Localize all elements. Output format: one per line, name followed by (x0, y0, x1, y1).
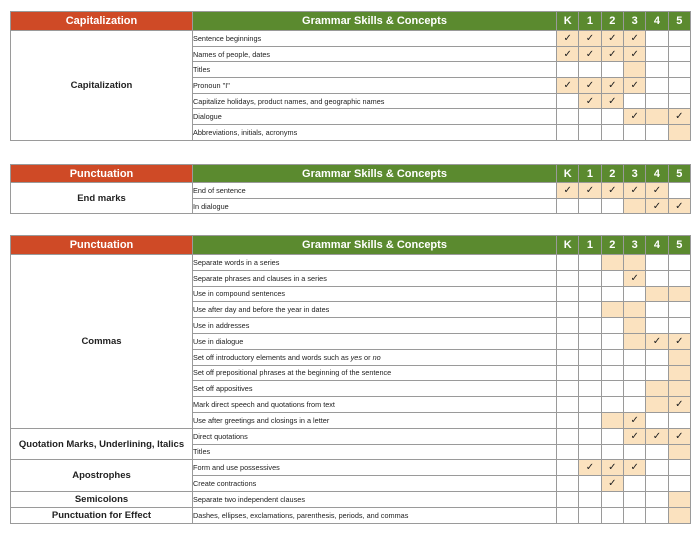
grade-header: 4 (646, 165, 668, 183)
grade-cell (646, 476, 668, 492)
grade-cell (646, 349, 668, 365)
grade-cell (668, 302, 690, 318)
grade-cell (668, 255, 690, 271)
grade-cell (557, 198, 579, 214)
grade-cell (557, 62, 579, 78)
grade-cell (579, 302, 601, 318)
check-icon: ✓ (652, 430, 662, 442)
skills-header: Grammar Skills & Concepts (193, 12, 557, 31)
table-row (11, 460, 691, 476)
grade-cell (601, 333, 623, 349)
skill-cell: Set off appositives (193, 381, 557, 397)
table-row (11, 183, 691, 199)
table-header-row (11, 12, 691, 31)
grade-cell (601, 198, 623, 214)
skill-cell: Separate phrases and clauses in a series (193, 270, 557, 286)
grade-check (623, 270, 645, 286)
grade-cell (601, 286, 623, 302)
grade-check (646, 183, 668, 199)
grade-cell (579, 397, 601, 413)
grade-cell (557, 93, 579, 109)
table-row (11, 255, 691, 271)
grade-cell (579, 507, 601, 523)
grade-introduced (601, 302, 623, 318)
category-header: Punctuation (11, 236, 193, 255)
grade-cell (557, 444, 579, 460)
grade-header: 2 (601, 165, 623, 183)
grade-introduced (668, 507, 690, 523)
grade-cell (668, 62, 690, 78)
grade-check (646, 198, 668, 214)
grade-check (579, 31, 601, 47)
group-label: Capitalization (11, 31, 193, 141)
grade-cell (668, 46, 690, 62)
table-row (11, 491, 691, 507)
grade-introduced (623, 333, 645, 349)
grade-cell (623, 476, 645, 492)
grade-cell (601, 397, 623, 413)
grade-cell (601, 365, 623, 381)
grade-cell (579, 333, 601, 349)
check-icon: ✓ (675, 399, 684, 411)
grade-cell (601, 444, 623, 460)
skill-cell: Titles (193, 444, 557, 460)
grade-check (623, 78, 645, 94)
grade-cell (623, 444, 645, 460)
skill-cell: Dashes, ellipses, exclamations, parenthesis, periods, and commas (193, 507, 557, 523)
grade-check (579, 78, 601, 94)
grade-cell (557, 109, 579, 125)
grade-check (668, 198, 690, 214)
grade-cell (668, 78, 690, 94)
skill-cell: Create contractions (193, 476, 557, 492)
grade-check (623, 109, 645, 125)
skills-table (10, 235, 691, 524)
check-icon: ✓ (675, 335, 684, 347)
skill-cell: Dialogue (193, 109, 557, 125)
table-row (11, 31, 691, 47)
grade-cell (623, 349, 645, 365)
grade-introduced (601, 255, 623, 271)
grade-cell (579, 444, 601, 460)
grade-cell (579, 62, 601, 78)
grade-introduced (668, 286, 690, 302)
grade-cell (601, 318, 623, 334)
grade-header: K (557, 236, 579, 255)
grade-cell (579, 428, 601, 444)
grade-cell (668, 31, 690, 47)
grade-check (623, 183, 645, 199)
skill-cell: End of sentence (193, 183, 557, 199)
grade-introduced (623, 302, 645, 318)
grade-cell (623, 125, 645, 141)
grade-cell (646, 507, 668, 523)
grade-cell (646, 302, 668, 318)
grade-cell (623, 286, 645, 302)
grade-cell (646, 412, 668, 428)
grade-cell (579, 109, 601, 125)
check-icon: ✓ (563, 184, 572, 196)
check-icon: ✓ (563, 48, 572, 60)
grade-cell (623, 381, 645, 397)
grade-introduced (601, 412, 623, 428)
grade-cell (646, 31, 668, 47)
check-icon: ✓ (608, 79, 617, 91)
category-header: Punctuation (11, 165, 193, 183)
grade-cell (668, 412, 690, 428)
grade-cell (668, 460, 690, 476)
grade-cell (623, 507, 645, 523)
grade-header: 5 (668, 236, 690, 255)
grade-cell (579, 476, 601, 492)
check-icon: ✓ (585, 48, 595, 60)
check-icon: ✓ (652, 335, 662, 347)
group-label: End marks (11, 183, 193, 214)
grade-introduced (668, 491, 690, 507)
grade-cell (557, 381, 579, 397)
grade-cell (601, 381, 623, 397)
group-label: Punctuation for Effect (11, 507, 193, 523)
grade-cell (557, 286, 579, 302)
grade-check (668, 109, 690, 125)
grade-cell (579, 365, 601, 381)
grade-cell (557, 318, 579, 334)
grade-introduced (623, 198, 645, 214)
check-icon: ✓ (608, 32, 617, 44)
grade-cell (646, 255, 668, 271)
skill-cell: Use in dialogue (193, 333, 557, 349)
skill-cell: Separate words in a series (193, 255, 557, 271)
grade-cell (557, 333, 579, 349)
grade-check (623, 460, 645, 476)
check-icon: ✓ (585, 184, 595, 196)
grade-introduced (646, 397, 668, 413)
skill-emphasis: yes (350, 352, 363, 362)
grade-cell (557, 412, 579, 428)
skill-cell: Names of people, dates (193, 46, 557, 62)
grade-cell (557, 255, 579, 271)
grade-cell (623, 491, 645, 507)
check-icon: ✓ (630, 32, 639, 44)
grade-cell (646, 270, 668, 286)
check-icon: ✓ (563, 32, 572, 44)
skill-cell: Form and use possessives (193, 460, 557, 476)
skill-cell: Separate two independent clauses (193, 491, 557, 507)
grade-header: 5 (668, 12, 690, 31)
grade-cell (623, 365, 645, 381)
check-icon: ✓ (585, 95, 595, 107)
grade-cell (557, 507, 579, 523)
check-icon: ✓ (563, 79, 572, 91)
grade-introduced (623, 255, 645, 271)
skill-emphasis: no (372, 352, 381, 362)
grade-cell (646, 78, 668, 94)
grade-cell (623, 93, 645, 109)
group-label: Quotation Marks, Underlining, Italics (11, 428, 193, 460)
check-icon: ✓ (608, 184, 617, 196)
grade-cell (557, 476, 579, 492)
grade-cell (557, 491, 579, 507)
grade-check (668, 428, 690, 444)
grade-check (579, 460, 601, 476)
grade-cell (668, 318, 690, 334)
skill-cell: Sentence beginnings (193, 31, 557, 47)
skill-cell: Set off prepositional phrases at the beginning of the sentence (193, 365, 557, 381)
grade-introduced (668, 365, 690, 381)
check-icon: ✓ (608, 95, 617, 107)
grade-cell (557, 125, 579, 141)
skills-table (10, 11, 691, 141)
grade-header: 4 (646, 236, 668, 255)
check-icon: ✓ (608, 462, 617, 474)
grade-header: 4 (646, 12, 668, 31)
grade-check (557, 78, 579, 94)
grade-cell (646, 491, 668, 507)
grade-cell (601, 109, 623, 125)
grade-check (601, 31, 623, 47)
skill-cell: Use after day and before the year in dates (193, 302, 557, 318)
grade-check (646, 428, 668, 444)
grade-cell (601, 491, 623, 507)
grade-cell (579, 286, 601, 302)
grade-check (579, 183, 601, 199)
grade-cell (623, 397, 645, 413)
grade-header: 2 (601, 236, 623, 255)
grade-cell (646, 318, 668, 334)
grade-cell (579, 198, 601, 214)
grade-cell (601, 270, 623, 286)
grade-header: 1 (579, 236, 601, 255)
check-icon: ✓ (675, 200, 684, 212)
category-header: Capitalization (11, 12, 193, 31)
skill-cell: Abbreviations, initials, acronyms (193, 125, 557, 141)
grade-cell (601, 125, 623, 141)
check-icon: ✓ (585, 79, 595, 91)
group-label: Semicolons (11, 491, 193, 507)
check-icon: ✓ (630, 111, 639, 123)
grade-introduced (668, 349, 690, 365)
skill-cell: Use in compound sentences (193, 286, 557, 302)
grade-header: 2 (601, 12, 623, 31)
grade-cell (557, 302, 579, 318)
grade-check (668, 397, 690, 413)
grade-introduced (623, 318, 645, 334)
skill-cell: Pronoun "I" (193, 78, 557, 94)
skill-cell: Titles (193, 62, 557, 78)
grade-cell (646, 444, 668, 460)
grade-cell (557, 428, 579, 444)
check-icon: ✓ (630, 184, 639, 196)
grade-cell (579, 349, 601, 365)
grade-check (623, 412, 645, 428)
grade-header: 1 (579, 165, 601, 183)
grade-introduced (646, 381, 668, 397)
grade-cell (646, 62, 668, 78)
grade-check (579, 93, 601, 109)
grade-check (668, 333, 690, 349)
grade-cell (579, 125, 601, 141)
grade-cell (557, 270, 579, 286)
grade-cell (579, 491, 601, 507)
grade-header: K (557, 12, 579, 31)
skills-header: Grammar Skills & Concepts (193, 236, 557, 255)
grade-cell (601, 507, 623, 523)
grade-cell (601, 428, 623, 444)
grade-check (601, 46, 623, 62)
grade-introduced (668, 381, 690, 397)
grade-header: 1 (579, 12, 601, 31)
skill-text: or (362, 352, 373, 362)
check-icon: ✓ (630, 462, 639, 474)
check-icon: ✓ (585, 462, 595, 474)
grade-cell (579, 318, 601, 334)
grade-cell (668, 183, 690, 199)
skill-cell: Capitalize holidays, product names, and geographic names (193, 93, 557, 109)
grade-header: 3 (623, 165, 645, 183)
grade-introduced (646, 286, 668, 302)
grade-check (557, 31, 579, 47)
grade-cell (668, 270, 690, 286)
grade-check (601, 460, 623, 476)
grade-check (557, 183, 579, 199)
grade-check (623, 31, 645, 47)
group-label: Apostrophes (11, 460, 193, 492)
grade-header: 5 (668, 165, 690, 183)
grade-cell (579, 255, 601, 271)
table-row (11, 428, 691, 444)
grade-introduced (623, 62, 645, 78)
skills-table (10, 164, 691, 214)
grade-introduced (668, 125, 690, 141)
skill-cell: Mark direct speech and quotations from text (193, 397, 557, 413)
check-icon: ✓ (630, 79, 639, 91)
check-icon: ✓ (585, 32, 595, 44)
grade-header: 3 (623, 236, 645, 255)
grade-cell (579, 381, 601, 397)
check-icon: ✓ (630, 272, 639, 284)
grade-header: 3 (623, 12, 645, 31)
grade-cell (557, 460, 579, 476)
group-label: Commas (11, 255, 193, 429)
grade-check (601, 78, 623, 94)
skill-cell: Direct quotations (193, 428, 557, 444)
grade-introduced (646, 109, 668, 125)
table-row (11, 507, 691, 523)
grade-cell (646, 125, 668, 141)
grade-cell (646, 93, 668, 109)
grade-cell (668, 93, 690, 109)
check-icon: ✓ (675, 111, 684, 123)
skill-cell (193, 349, 557, 365)
skill-cell: Use in addresses (193, 318, 557, 334)
grade-cell (646, 46, 668, 62)
skill-text: Set off introductory elements and words such as (193, 352, 351, 362)
table-header-row (11, 165, 691, 183)
check-icon: ✓ (630, 48, 639, 60)
check-icon: ✓ (608, 48, 617, 60)
grade-cell (601, 349, 623, 365)
grade-cell (557, 397, 579, 413)
skill-cell: In dialogue (193, 198, 557, 214)
skills-header: Grammar Skills & Concepts (193, 165, 557, 183)
check-icon: ✓ (652, 184, 662, 196)
grade-check (601, 476, 623, 492)
grade-cell (601, 62, 623, 78)
grade-check (557, 46, 579, 62)
grade-cell (557, 349, 579, 365)
grade-check (601, 183, 623, 199)
grade-cell (579, 270, 601, 286)
skill-cell: Use after greetings and closings in a letter (193, 412, 557, 428)
check-icon: ✓ (630, 414, 639, 426)
check-icon: ✓ (675, 430, 684, 442)
grade-cell (646, 460, 668, 476)
grade-cell (579, 412, 601, 428)
grade-header: K (557, 165, 579, 183)
grade-cell (668, 476, 690, 492)
grade-check (601, 93, 623, 109)
check-icon: ✓ (652, 200, 662, 212)
grade-check (623, 46, 645, 62)
grade-check (623, 428, 645, 444)
check-icon: ✓ (608, 478, 617, 490)
table-header-row (11, 236, 691, 255)
grade-check (579, 46, 601, 62)
grade-check (646, 333, 668, 349)
grade-introduced (668, 444, 690, 460)
grade-cell (646, 365, 668, 381)
grade-cell (557, 365, 579, 381)
check-icon: ✓ (630, 430, 639, 442)
